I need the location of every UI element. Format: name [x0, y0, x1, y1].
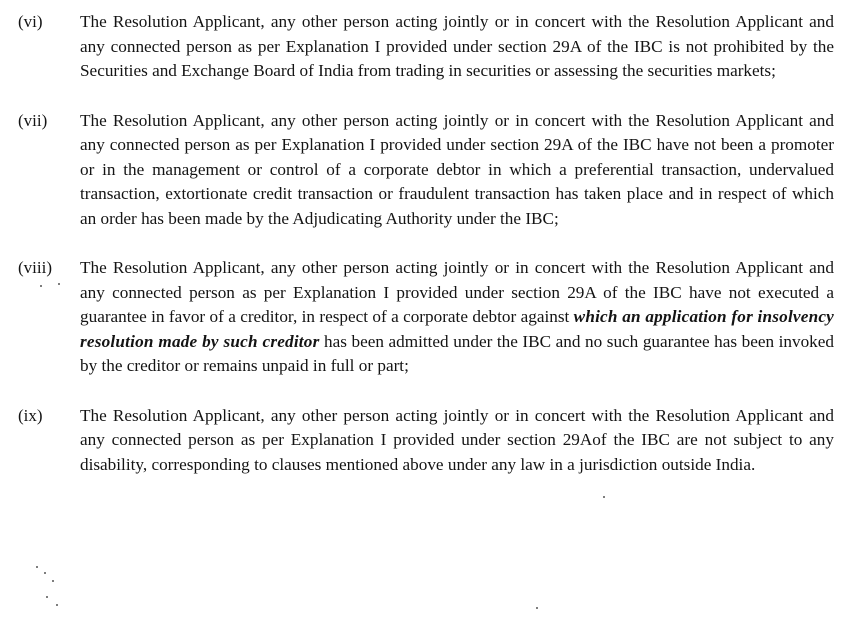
clause-number: (vii)	[18, 110, 48, 130]
clause-text-emphasis: which an application for insolvency resolution made by such creditor	[80, 307, 834, 351]
scan-speck	[56, 604, 58, 606]
scan-speck	[536, 607, 538, 609]
clause-text: The Resolution Applicant, any other person acting jointly or in concert with the Resolution Applicant and any connected person as per Explanation I provided under section 29A of the IBC have not been a promoter or in the management or control of a corporate debtor in which a preferential transaction, undervalued transaction, extortionate credit transaction or fraudulent transaction has taken place and in respect of which an order has been made by the Adjudicating Authority under the IBC;	[80, 110, 834, 228]
scan-speck	[52, 580, 54, 582]
scan-speck	[46, 596, 48, 598]
clause-vi	[18, 10, 834, 84]
clause-viii	[18, 256, 834, 379]
scan-speck	[40, 285, 42, 287]
scan-speck	[36, 566, 38, 568]
clause-text	[80, 256, 834, 379]
scan-speck	[44, 572, 46, 574]
clause-number: (ix)	[18, 405, 43, 425]
clause-text: The Resolution Applicant, any other person acting jointly or in concert with the Resolution Applicant and any connected person as per Explanation I provided under section 29Aof the IBC are not subject to any disability, corresponding to clauses mentioned above under any law in a jurisdiction outside India.	[80, 405, 834, 474]
scan-speck	[58, 283, 60, 285]
clause-text: The Resolution Applicant, any other person acting jointly or in concert with the Resolution Applicant and any connected person as per Explanation I provided under section 29A of the IBC is not prohibited by the Securities and Exchange Board of India from trading in securities or assessing the securities markets;	[80, 12, 834, 80]
scan-speck	[603, 496, 605, 498]
clause-text-start: The Resolution Applicant, any other person acting jointly or in concert with the Resolution Applicant and any connected person as per Explanation I provided under section 29A of the IBC have not executed a guarantee in favor of a creditor, in respect of a corporate debtor against	[80, 258, 834, 326]
clause-text-end: has been admitted under the IBC and no such guarantee has been invoked by the creditor or remains unpaid in full or part;	[80, 331, 834, 375]
clause-ix	[18, 404, 834, 478]
clause-vii	[18, 109, 834, 232]
clause-number: (vi)	[18, 12, 43, 31]
clause-number: (viii)	[18, 258, 52, 277]
